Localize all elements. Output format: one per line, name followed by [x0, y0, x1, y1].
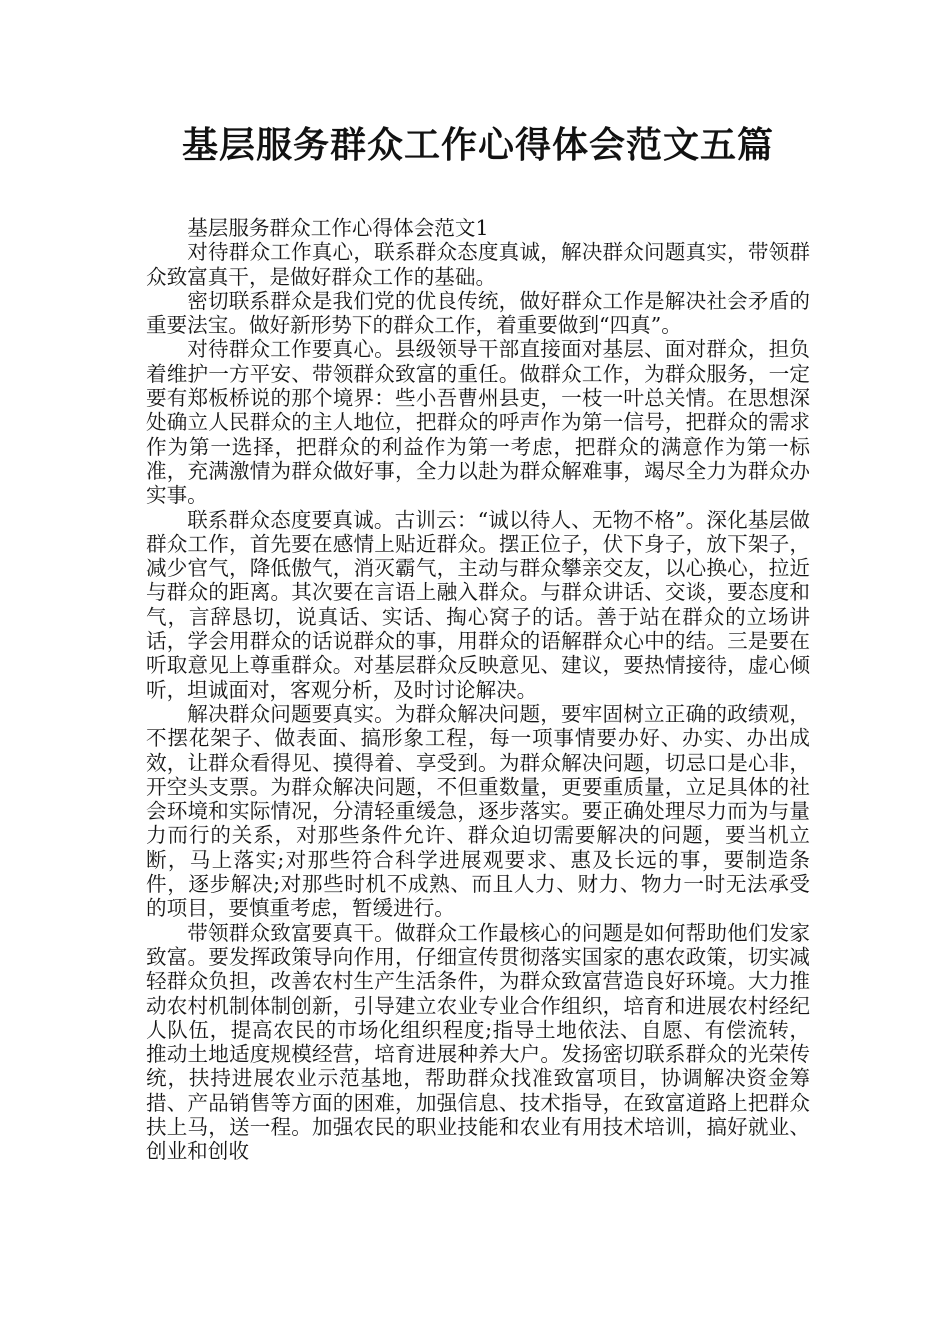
body-paragraph: 密切联系群众是我们党的优良传统，做好群众工作是解决社会矛盾的重要法宝。做好新形势下的群众工作，着重要做到“四真”。 — [146, 288, 810, 338]
section-heading: 基层服务群众工作心得体会范文1 — [187, 216, 489, 240]
document-title: 基层服务群众工作心得体会范文五篇 — [181, 125, 774, 166]
body-paragraph: 带领群众致富要真干。做群众工作最核心的问题是如何帮助他们发家致富。要发挥政策导向作用，仔细宣传贯彻落实国家的惠农政策，切实减轻群众负担，改善农村生产生活条件，为群众致富营造良好环境。大力推动农村机制体制创新，引导建立农业专业合作组织，培育和进展农村经纪人队伍，提高农民的市场化组织程度;指导土地依法、自愿、有偿流转，推动土地适度规模经营，培育进展种养大户。发扬密切联系群众的光荣传统，扶持进展农业示范基地，帮助群众找准致富项目，协调解决资金筹措、产品销售等方面的困难，加强信息、技术指导，在致富道路上把群众扶上马，送一程。加强农民的职业技能和农业有用技术培训，搞好就业、创业和创收 — [146, 920, 810, 1164]
body-paragraph: 联系群众态度要真诚。古训云：“诚以待人、无物不格”。深化基层做群众工作，首先要在感情上贴近群众。摆正位子，伏下身子，放下架子，减少官气，降低傲气，消灭霸气，主动与群众攀亲交友，以心换心，拉近与群众的距离。其次要在言语上融入群众。与群众讲话、交谈，要态度和气，言辞恳切，说真话、实话、掏心窝子的话。善于站在群众的立场讲话，学会用群众的话说群众的事，用群众的语解群众心中的结。三是要在听取意见上尊重群众。对基层群众反映意见、建议，要热情接待，虚心倾听，坦诚面对，客观分析，及时讨论解决。 — [146, 507, 810, 702]
body-paragraph: 解决群众问题要真实。为群众解决问题，要牢固树立正确的政绩观，不摆花架子、做表面、搞形象工程，每一项事情要办好、办实、办出成效，让群众看得见、摸得着、享受到。为群众解决问题，切忌口是心非，开空头支票。为群众解决问题，不但重数量，更要重质量，立足具体的社会环境和实际情况，分清轻重缓急，逐步落实。要正确处理尽力而为与量力而行的关系，对那些条件允许、群众迫切需要解决的问题，要当机立断，马上落实;对那些符合科学进展观要求、惠及长远的事，要制造条件，逐步解决;对那些时机不成熟、而且人力、财力、物力一时无法承受的项目，要慎重考虑，暂缓进行。 — [146, 701, 810, 921]
document-page — [146, 120, 810, 1164]
body-paragraph: 对待群众工作要真心。县级领导干部直接面对基层、面对群众，担负着维护一方平安、带领群众致富的重任。做群众工作，为群众服务，一定要有郑板桥说的那个境界：些小吾曹州县吏，一枝一叶总关情。在思想深处确立人民群众的主人地位，把群众的呼声作为第一信号，把群众的需求作为第一选择，把群众的利益作为第一考虑，把群众的满意作为第一标准，充满激情为群众做好事，全力以赴为群众解难事，竭尽全力为群众办实事。 — [146, 337, 810, 508]
document-body — [146, 216, 810, 1164]
body-paragraph: 对待群众工作真心，联系群众态度真诚，解决群众问题真实，带领群众致富真干，是做好群众工作的基础。 — [146, 240, 810, 289]
